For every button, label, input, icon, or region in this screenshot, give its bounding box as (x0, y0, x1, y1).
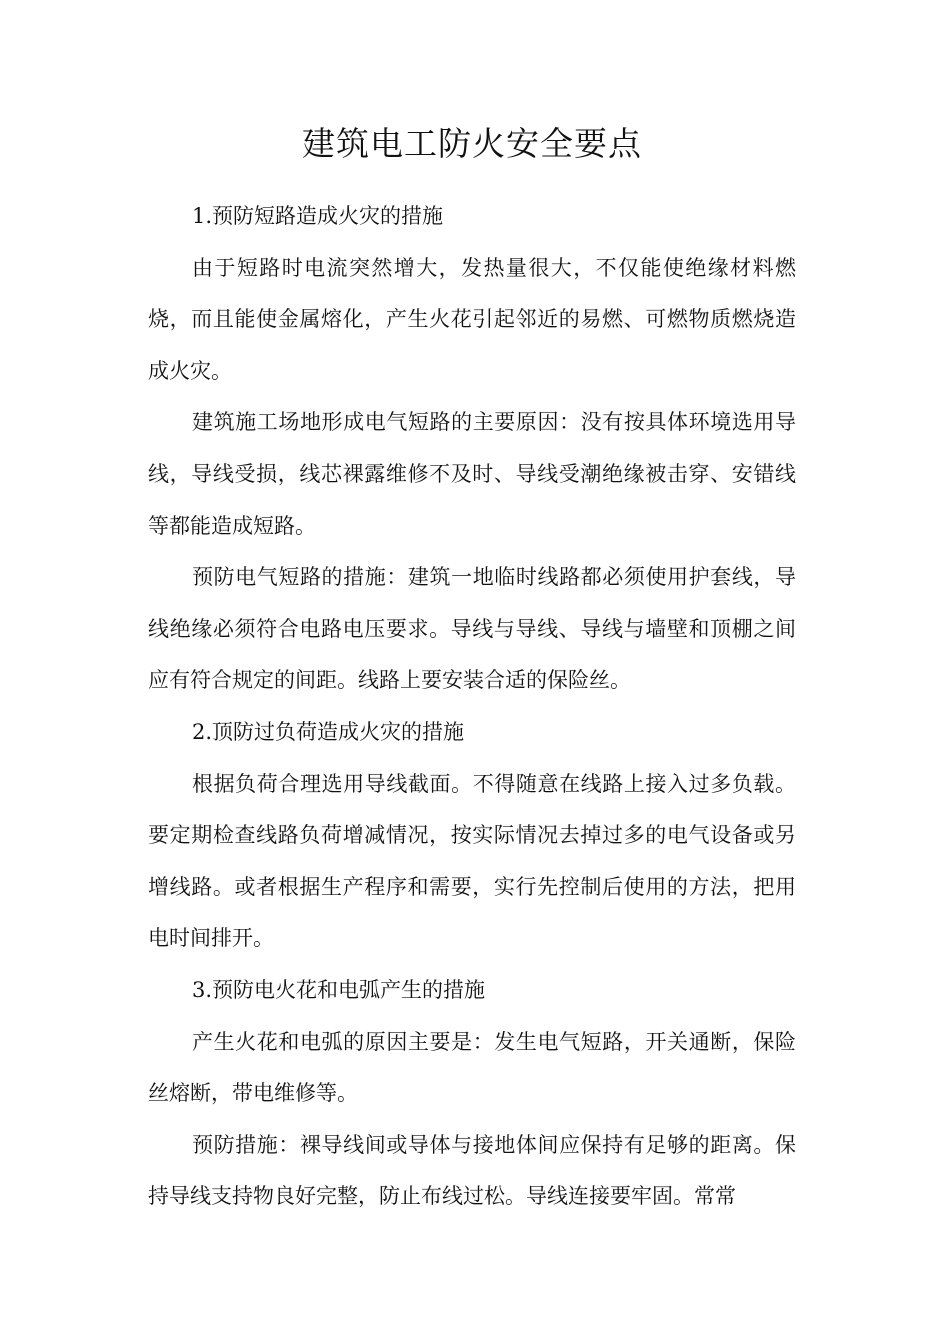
paragraph: 根据负荷合理选用导线截面。不得随意在线路上接入过多负载。要定期检查线路负荷增减情况，按实际情况去掉过多的电气设备或另增线路。或者根据生产程序和需要，实行先控制后使用的方法，把用电时间排开。 (148, 771, 796, 951)
section-heading-2: 2.顶防过负荷造成火灾的措施 (192, 719, 465, 744)
document-title: 建筑电工防火安全要点 (302, 124, 642, 163)
paragraph: 由于短路时电流突然增大，发热量很大，不仅能使绝缘材料燃烧，而且能使金属熔化，产生火花引起邻近的易燃、可燃物质燃烧造成火灾。 (148, 255, 796, 383)
paragraph: 产生火花和电弧的原因主要是：发生电气短路，开关通断，保险丝熔断，带电维修等。 (148, 1029, 796, 1106)
paragraph: 预防电气短路的措施：建筑一地临时线路都必须使用护套线，导线绝缘必须符合电路电压要求。导线与导线、导线与墙壁和顶棚之间应有符合规定的间距。线路上要安装合适的保险丝。 (148, 565, 796, 693)
section-heading-1: 1.预防短路造成火灾的措施 (192, 204, 444, 228)
document-body (148, 191, 796, 1223)
paragraph: 建筑施工场地形成电气短路的主要原因：没有按具体环境选用导线，导线受损，线芯裸露维修不及时、导线受潮绝缘被击穿、安错线等都能造成短路。 (148, 410, 796, 538)
section-heading-3: 3.预防电火花和电弧产生的措施 (192, 977, 486, 1002)
paragraph: 预防措施：裸导线间或导体与接地体间应保持有足够的距离。保持导线支持物良好完整，防止布线过松。导线连接要牢固。常常 (148, 1132, 796, 1209)
